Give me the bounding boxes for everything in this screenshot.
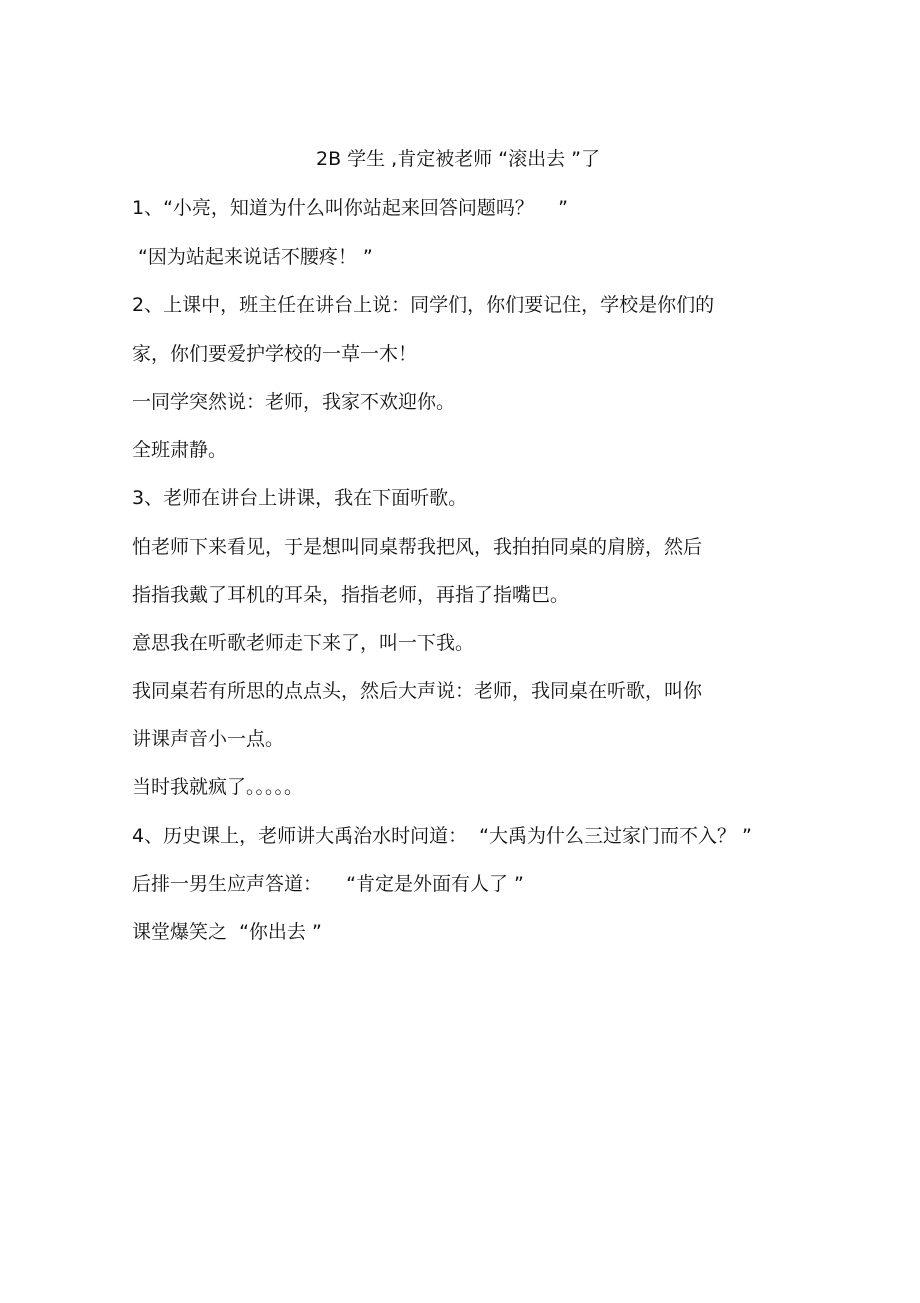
document-title-text: 2B 学生 ,肯定被老师 “滚出去 ”了: [315, 148, 600, 170]
joke-3-line-2: 怕老师下来看见，于是想叫同桌帮我把风，我拍拍同桌的肩膀，然后: [132, 536, 703, 558]
joke-2-line-4: 全班肃静。: [132, 439, 228, 461]
joke-3-line-1: 3、老师在讲台上讲课，我在下面听歌。: [132, 487, 468, 509]
joke-3-line-5: 我同桌若有所思的点点头，然后大声说：老师，我同桌在听歌，叫你: [132, 680, 703, 702]
joke-2-line-2: 家，你们要爱护学校的一草一木！: [132, 343, 418, 365]
joke-1-question: 1、“小亮，知道为什么叫你站起来回答问题吗？ ”: [132, 197, 568, 219]
joke-3-line-7: 当时我就疯了。。。。。: [132, 776, 304, 798]
joke-3-line-6: 讲课声音小一点。: [132, 728, 285, 750]
joke-3-line-3: 指指我戴了耳机的耳朵，指指老师，再指了指嘴巴。: [132, 584, 570, 606]
joke-4-line-2: 后排一男生应声答道： “肯定是外面有人了 ”: [132, 873, 524, 895]
joke-4-line-3: 课堂爆笑之 “你出去 ”: [132, 921, 322, 943]
joke-1-answer: “因为站起来说话不腰疼！ ”: [132, 246, 373, 268]
joke-3-line-4: 意思我在听歌老师走下来了，叫一下我。: [132, 632, 475, 654]
joke-2-line-3: 一同学突然说：老师，我家不欢迎你。: [132, 391, 456, 413]
document-title: [0, 146, 920, 172]
joke-2-line-1: 2、上课中，班主任在讲台上说：同学们，你们要记住，学校是你们的: [132, 294, 715, 316]
joke-4-line-1: 4、历史课上，老师讲大禹治水时问道： “大禹为什么三过家门而不入？ ”: [132, 825, 752, 847]
